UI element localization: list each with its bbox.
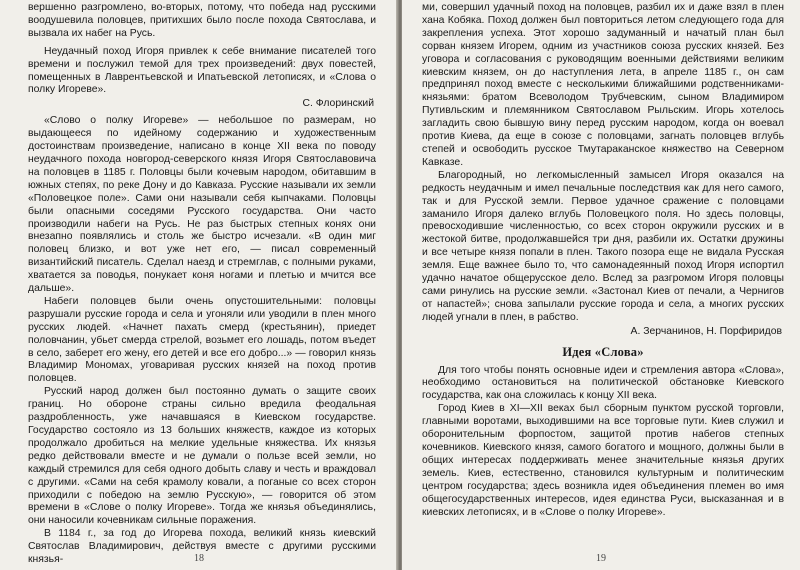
page-number: 18 [194,553,204,564]
paragraph: «Слово о полку Игореве» — небольшое по размерам, но выдающееся по идейному содержанию и художественным достоинствам произведение, написано в конце XII века по поводу неудачного похода новгород-северского князя Игоря Святославовича на половцев в 1185 г. Половцы были кочевым народом, обитавшим в южных степях, по реке Дону и до Кавказа. Русские называли их земли «Половецкое поле». Сами они называли себя кыпчаками. Половцы были опасными соседями Русского государства. Они часто производили набеги на Русь. Не раз быстрых степных конях они внезапно появлялись и столь же быстро исчезали. «В один миг половец близко, и вот уже нет его, — писал современный византийский писатель. Сделал наезд и стремглав, с полными руками, хватается за поводья, понукает коня ногами и плетью и мчится все дальше». [28,115,376,295]
signature: С. Флоринский [302,98,374,110]
paragraph: В 1184 г., за год до Игорева похода, великий князь киевский Святослав Владимирович, действуя вместе с другими русскими князья- [28,528,376,566]
right-page [402,0,800,570]
left-page [0,0,398,570]
paragraph: Благородный, но легкомысленный замысел Игоря оказался на редкость неудачным и имел печальные последствия как для него самого, так и для Русской земли. Первое удачное сражение с половцами заманило Игоря далеко вглубь Половецкого поля. Но здесь половцы, превосходившие численностью, со всех сторон окружили русских и в жестокой битве, продолжавшейся три дня, разбили их. Остатки дружины и все четыре князя попали в плен. Такого позора еще не видала Русская земля. Еще важнее было то, что самонадеянный поход Игоря испортил удачно начатое общерусское дело. Вслед за разгромом Игоря половцы сами ринулись на русские земли. «Застонал Киев от печали, а Чернигов от напастей»; снова запылали русские города и села, а многих русских людей угнали в плен, в рабство. [422,169,784,323]
paragraph: Город Киев в XI—XII веках был сборным пунктом русской торговли, главными воротами, выходившими на все торговые пути. Киев служил и оборонительным форпостом, защитой против набегов степных кочевников. Киевского князя, самого богатого и мощного, должны были в общих интересах поддерживать менее значительные князья других земель. Киев, естественно, становился культурным и политическим центром государства; здесь возникла идея объединения племен во имя общегосударственных интересов, идея единства Руси, высказанная и в киевских летописях, и в «Слове о полку Игореве». [422,403,784,518]
paragraph: Набеги половцев были очень опустошительными: половцы разрушали русские города и села и угоняли или уводили в плен много русских людей. «Начнет пахать смерд (крестьянин), приедет половчанин, убьет смерда стрелой, возьмет его лошадь, потом въедет в село, заберет его жену, его детей и все его добро...» — говорил князь Владимир Мономах, уговаривая русских князей на поход против половцев. [28,295,376,385]
paragraph: вершенно разгромлено, во-вторых, потому, что победа над русскими воодушевила половцев, притихших было после похода Святослава, и вызвала их набег на Русь. [28,2,376,39]
paragraph: Русский народ должен был постоянно думать о защите своих границ. Но оборонe страны сильно вредила феодальная раздробленность, уже начавшаяся в Киевском государстве. Государство состояло из 13 больших княжеств, каждое из которых продолжало дробиться на мелкие удельные княжества. Их князья редко действовали вместе и не думали о пользе всей земли, но каждый стремился для себя одного добыть славу и честь и враждовал с другими. «Сами на себя крамолу ковали, а поганые со всех сторон приходили с победою на землю Русскую», — говорится об этом времени в «Слове о полку Игореве». Тогда же князья объединялись, они наносили кочевникам сильные поражения. [28,386,376,527]
paragraph: Неудачный поход Игоря привлек к себе внимание писателей того времени и послужил темой для трех произведений: двух повестей, помещенных в Лаврентьевской и Ипатьевской летописях, и «Слова о полку Игореве». [28,45,376,96]
paragraph: ми, совершил удачный поход на половцев, разбил их и даже взял в плен хана Кобяка. Поход должен был повториться летом следующего года для закрепления успеха. Этот хорошо задуманный и начатый план был сорван князем Игорем, одним из участников союза русских князей. Без уговора и согласования с руководящим военными действиями великим киевским князем, он до наступления лета, в апреле 1185 г., он сам предпринял поход вместе с несколькими ближайшими родственниками-князьями: братом Всеволодом Трубчевским, сыном Владимиром Путивльским и племянником Святославом Рыльским. Игорь хотелось загладить свою бывшую вину перед русским народом, когда он воевал против Киева, да еще в союзе с половцами, загнать половцев вглубь степей и освободить русское Тмутараканское княжество на Северном Кавказе. [422,2,784,168]
page-number: 19 [596,553,606,564]
signature: А. Зерчанинов, Н. Порфиридов [630,325,782,337]
section-heading: Идея «Слова» [562,344,644,359]
paragraph: Для того чтобы понять основные идеи и стремления автора «Слова», необходимо остановиться на политической обстановке Киевского государства, как она сложилась к концу XII века. [422,364,784,402]
